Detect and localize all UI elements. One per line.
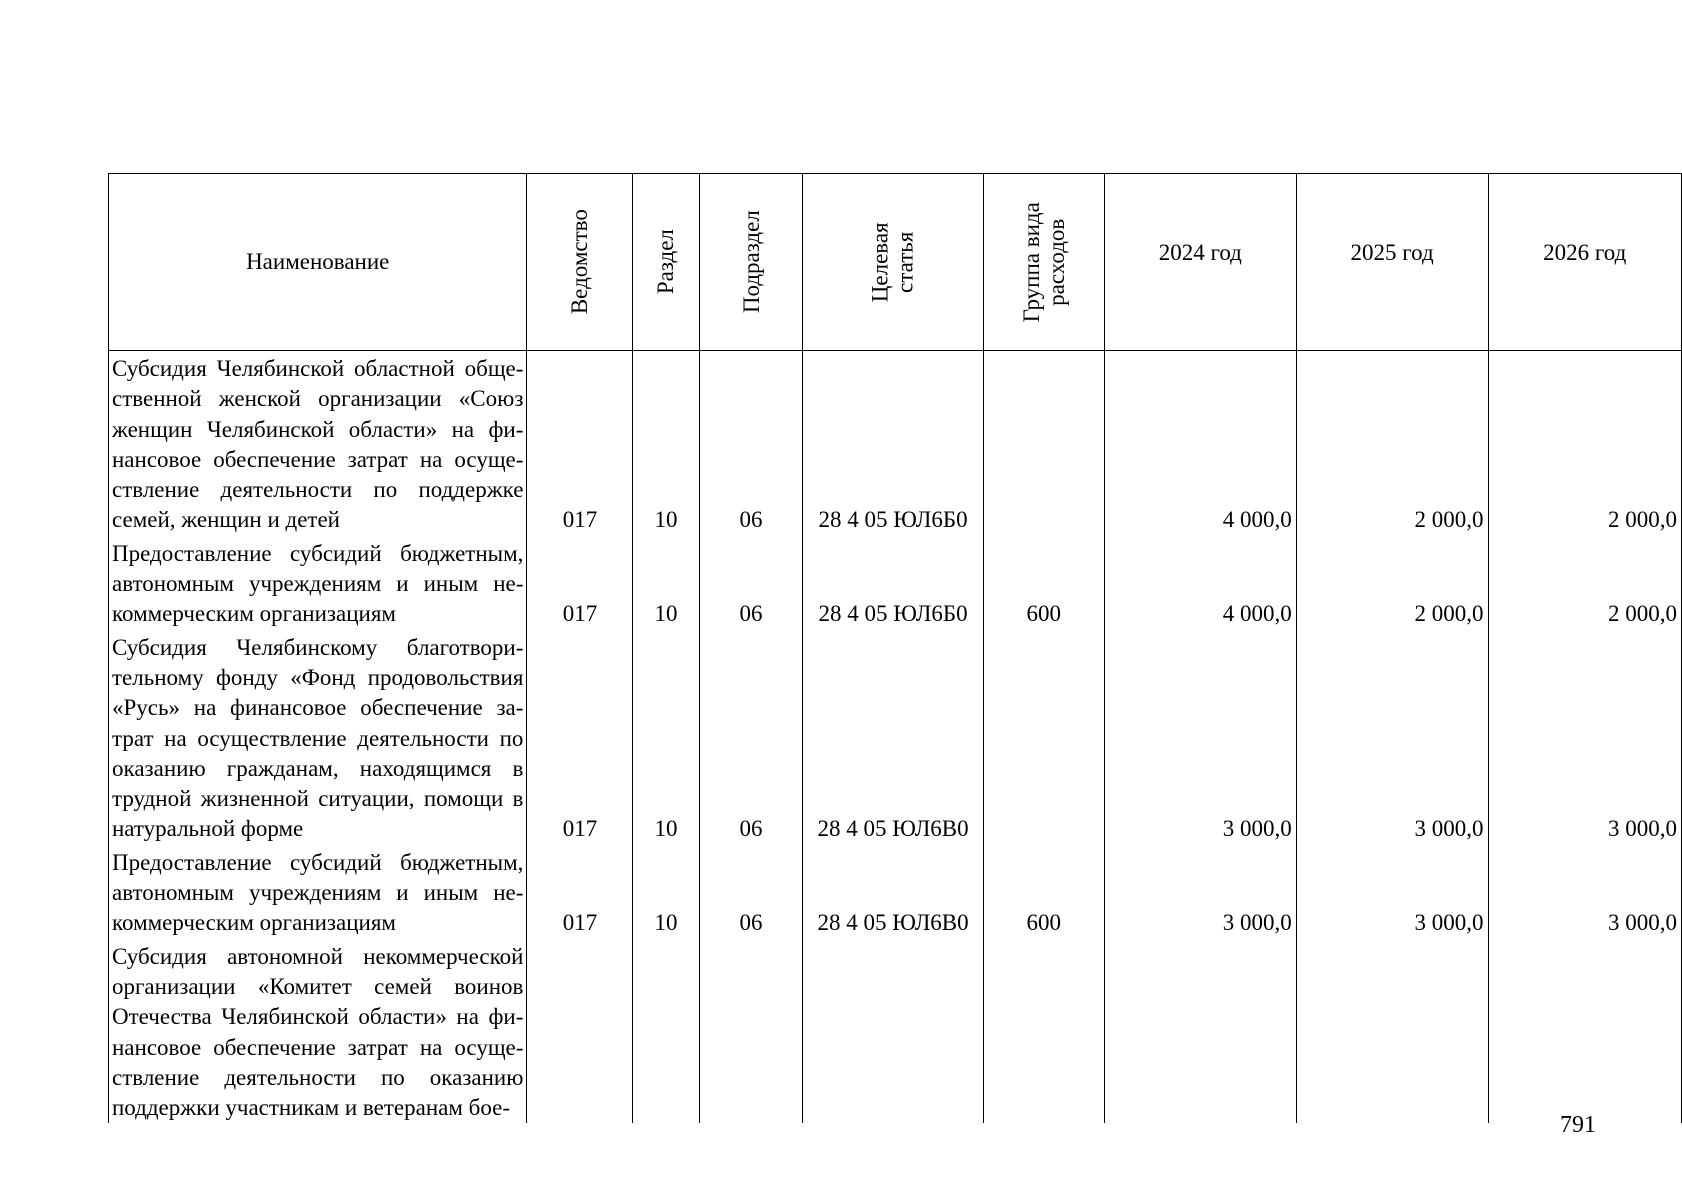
table-header-row <box>109 174 1682 351</box>
row-section <box>633 939 699 1124</box>
row-target-article: 28 4 05 ЮЛ6В0 <box>803 630 983 845</box>
row-department: 017 <box>527 351 633 536</box>
row-subsection <box>699 939 803 1124</box>
row-2024: 4 000,0 <box>1104 536 1296 630</box>
row-2026: 2 000,0 <box>1488 536 1682 630</box>
table-row <box>109 536 1682 630</box>
row-2025: 2 000,0 <box>1296 351 1488 536</box>
header-2024: 2024 год <box>1104 174 1296 351</box>
row-name: Субсидия автономной некоммерческой организации «Комитет семей воинов Отечества Челябинской области» на финансовое обеспечение затрат на осуществление деятельности по оказанию поддержки участникам и ветеранам бое- <box>109 939 527 1124</box>
row-subsection: 06 <box>699 845 803 939</box>
row-department: 017 <box>527 630 633 845</box>
header-target-article-label <box>868 222 919 302</box>
row-2026: 3 000,0 <box>1488 845 1682 939</box>
header-subsection <box>699 174 803 351</box>
header-subsection-label: Подраздел <box>738 210 764 314</box>
header-expense-line1: Группа вида <box>1018 201 1044 323</box>
header-name: Наименование <box>109 174 527 351</box>
row-name: Предоставление субсидий бюджетным, автономным учреждениям и иным некоммерческим организациям <box>109 845 527 939</box>
row-target-article: 28 4 05 ЮЛ6Б0 <box>803 536 983 630</box>
row-2025: 2 000,0 <box>1296 536 1488 630</box>
row-name: Субсидия Челябинскому благотворительному фонду «Фонд продовольствия «Русь» на финансовое обеспечение затрат на осуществление деятельности по оказанию гражданам, находящимся в трудной жизненной ситуации, помощи в натуральной форме <box>109 630 527 845</box>
row-department <box>527 939 633 1124</box>
row-subsection: 06 <box>699 351 803 536</box>
row-2025: 3 000,0 <box>1296 630 1488 845</box>
row-expense-group: 600 <box>983 536 1104 630</box>
row-subsection: 06 <box>699 536 803 630</box>
row-2024: 4 000,0 <box>1104 351 1296 536</box>
page-number: 791 <box>1560 1112 1596 1138</box>
row-section: 10 <box>633 845 699 939</box>
row-section: 10 <box>633 630 699 845</box>
table-row <box>109 845 1682 939</box>
row-2026 <box>1488 939 1682 1124</box>
header-expense-group <box>983 174 1104 351</box>
header-target-line1: Целевая <box>867 222 893 302</box>
header-department <box>527 174 633 351</box>
table-row <box>109 630 1682 845</box>
row-2024: 3 000,0 <box>1104 630 1296 845</box>
row-2025 <box>1296 939 1488 1124</box>
row-2026: 3 000,0 <box>1488 630 1682 845</box>
budget-table <box>108 173 1682 1123</box>
row-expense-group <box>983 351 1104 536</box>
row-2024: 3 000,0 <box>1104 845 1296 939</box>
header-target-article <box>803 174 983 351</box>
header-2026: 2026 год <box>1488 174 1682 351</box>
header-expense-line2: расходов <box>1043 218 1069 306</box>
row-expense-group <box>983 939 1104 1124</box>
row-2024 <box>1104 939 1296 1124</box>
row-subsection: 06 <box>699 630 803 845</box>
row-name: Предоставление субсидий бюджетным, автономным учреждениям и иным некоммерческим организациям <box>109 536 527 630</box>
row-expense-group <box>983 630 1104 845</box>
row-target-article: 28 4 05 ЮЛ6В0 <box>803 845 983 939</box>
row-target-article <box>803 939 983 1124</box>
header-expense-group-label <box>1018 202 1069 322</box>
row-2026: 2 000,0 <box>1488 351 1682 536</box>
table-row <box>109 351 1682 536</box>
row-expense-group: 600 <box>983 845 1104 939</box>
header-section-label: Раздел <box>653 229 679 295</box>
row-name: Субсидия Челябинской областной общественной женской организации «Союз женщин Челябинской области» на финансовое обеспечение затрат на осуществление деятельности по поддержке семей, женщин и детей <box>109 351 527 536</box>
row-2025: 3 000,0 <box>1296 845 1488 939</box>
header-department-label: Ведомство <box>567 209 593 315</box>
header-section <box>633 174 699 351</box>
row-section: 10 <box>633 536 699 630</box>
row-section: 10 <box>633 351 699 536</box>
header-target-line2: статья <box>893 231 919 293</box>
row-department: 017 <box>527 536 633 630</box>
row-target-article: 28 4 05 ЮЛ6Б0 <box>803 351 983 536</box>
row-department: 017 <box>527 845 633 939</box>
header-2025: 2025 год <box>1296 174 1488 351</box>
table-row <box>109 939 1682 1124</box>
